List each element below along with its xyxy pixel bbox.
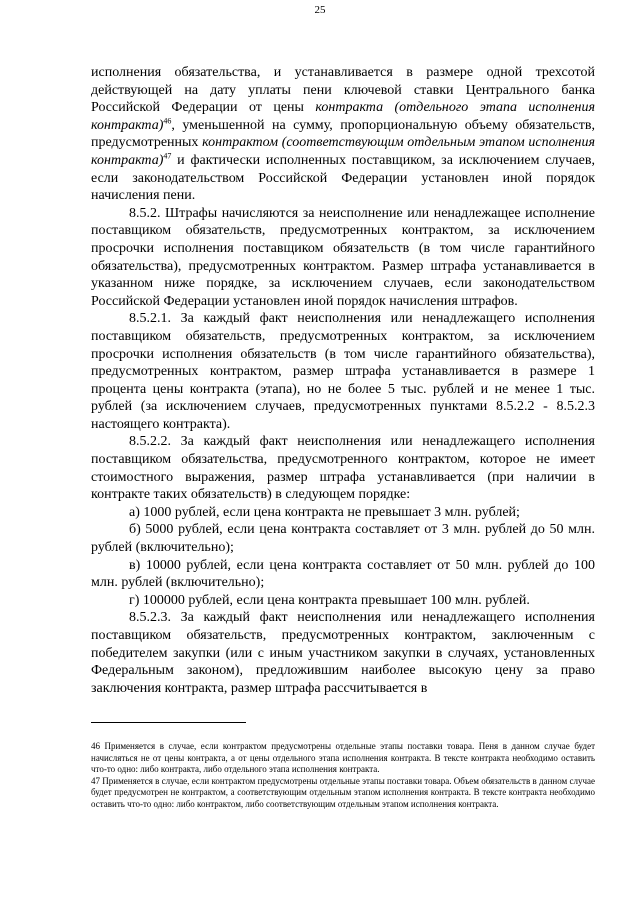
paragraph-text: и фактически исполненных поставщиком, за исключением случаев, если законодательством Российской Федерации установлен иной порядок начисления пени. <box>91 152 595 204</box>
footnote-46: 46 Применяется в случае, если контрактом предусмотрены отдельные этапы поставки товара. Пеня в данном случае будет начисляться не от цены контракта, а от цены отдельного этапа исполнения контракта. В тексте контракта необходимо оставить что-то одно: либо контракта, либо отдельного этапа исполнения контракта. <box>91 741 595 775</box>
list-item-v: в) 10000 рублей, если цена контракта составляет от 50 млн. рублей до 100 млн. рублей (включительно); <box>91 557 595 591</box>
clause-8-5-2-3: 8.5.2.3. За каждый факт неисполнения или ненадлежащего исполнения поставщиком обязательств, предусмотренных контрактом, заключенным с победителем закупки (или с иным участником закупки в случаях, установленных Федеральным законом), предложившим наиболее высокую цену за право заключения контракта, размер штрафа рассчитывается в <box>91 610 595 696</box>
list-item-a: а) 1000 рублей, если цена контракта не превышает 3 млн. рублей; <box>129 504 520 520</box>
footnote-separator <box>91 722 246 723</box>
page-number: 25 <box>314 4 326 16</box>
clause-8-5-2: 8.5.2. Штрафы начисляются за неисполнение или ненадлежащее исполнение поставщиком обязательств, предусмотренных контрактом, за исключением просрочки исполнения поставщиком обязательств (в том числе гарантийного обязательства), предусмотренных контрактом. Размер штрафа устанавливается в указанном ниже порядке, за исключением случаев, если законодательством Российской Федерации установлен иной порядок начисления штрафов. <box>91 205 595 309</box>
clause-8-5-2-2: 8.5.2.2. За каждый факт неисполнения или ненадлежащего исполнения поставщиком обязательства, предусмотренного контрактом, которое не имеет стоимостного выражения, размер штрафа устанавливается (при наличии в контракте таких обязательств) в следующем порядке: <box>91 434 595 503</box>
paragraph-text: , уменьшенной на сумму, пропорциональную объему обязательств, предусмотренных <box>91 117 595 151</box>
footnotes <box>91 741 595 811</box>
document-body <box>91 64 595 697</box>
list-item-b: б) 5000 рублей, если цена контракта составляет от 3 млн. рублей до 50 млн. рублей (включительно); <box>91 522 595 556</box>
italic-phrase-contract-stage: контрактом (соответствующим отдельным этапом исполнения контракта) <box>91 135 595 168</box>
paragraph-penalty-continuation <box>91 64 595 205</box>
paragraph-text: исполнения обязательства, и устанавливается в размере одной трехсотой действующей на дату уплаты пени ключевой ставки Центрального банка Российской Федерации от цены <box>91 65 595 116</box>
footnote-ref-47[interactable]: 47 <box>163 151 172 161</box>
footnote-47: 47 Применяется в случае, если контрактом предусмотрены отдельные этапы поставки товара. Объем обязательств в данном случае будет предусмотрен не контрактом, а соответствующим отдельным этапом исполнения контракта. В тексте контракта необходимо оставить что-то одно: либо контрактом, либо соответствующим отдельным этапом исполнения контракта. <box>91 775 595 809</box>
clause-8-5-2-1: 8.5.2.1. За каждый факт неисполнения или ненадлежащего исполнения поставщиком обязательств, предусмотренных контрактом, за исключением просрочки исполнения обязательств (в том числе гарантийного обязательства), предусмотренных контрактом, размер штрафа устанавливается в размере 1 процента цены контракта (этапа), но не более 5 тыс. рублей и не менее 1 тыс. рублей (за исключением случаев, предусмотренных пунктами 8.5.2.2 - 8.5.2.3 настоящего контракта). <box>91 311 595 432</box>
footnote-ref-46[interactable]: 46 <box>163 116 172 126</box>
italic-phrase-contract-stage: контракта (отдельного этапа исполнения контракта) <box>91 100 596 133</box>
list-item-g: г) 100000 рублей, если цена контракта превышает 100 млн. рублей. <box>129 592 530 608</box>
